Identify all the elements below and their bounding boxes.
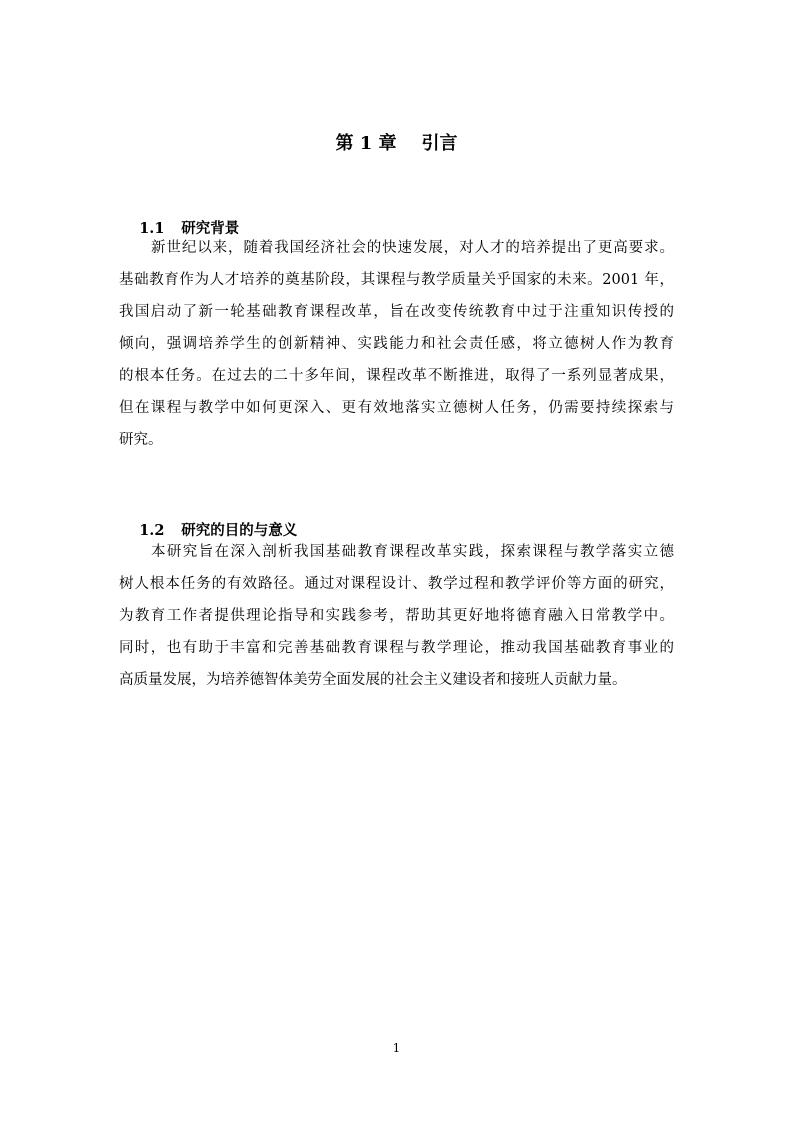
page-number: 1 [392,1041,401,1055]
paragraph-line: 倾向，强调培养学生的创新精神、实践能力和社会责任感，将立德树人作为教育 [119,336,674,352]
section-number: 1.1 [139,220,165,237]
paragraph-line: 基础教育作为人才培养的奠基阶段，其课程与教学质量关乎国家的未来。2001 年， [119,272,674,288]
paragraph-line: 研究。 [119,432,163,448]
paragraph-line: 新世纪以来，随着我国经济社会的快速发展，对人才的培养提出了更高要求。 [151,240,674,256]
chapter-title: 第 1 章 引言 [335,133,458,154]
paragraph-line: 我国启动了新一轮基础教育课程改革，旨在改变传统教育中过于注重知识传授的 [119,304,674,320]
paragraph-line: 但在课程与教学中如何更深入、更有效地落实立德树人任务，仍需要持续探索与 [119,400,674,416]
section-1-2-paragraph [119,536,674,696]
section-1-1-paragraph [119,232,674,456]
section-title: 研究背景 [181,220,240,237]
paragraph-line: 树人根本任务的有效路径。通过对课程设计、教学过程和教学评价等方面的研究， [119,576,674,592]
paragraph-line: 的根本任务。在过去的二十多年间，课程改革不断推进，取得了一系列显著成果， [119,368,674,384]
section-title: 研究的目的与意义 [181,522,298,539]
paragraph-line: 高质量发展，为培养德智体美劳全面发展的社会主义建设者和接班人贡献力量。 [119,672,627,688]
section-number: 1.2 [139,522,165,539]
paragraph-line: 本研究旨在深入剖析我国基础教育课程改革实践，探索课程与教学落实立德 [151,544,674,560]
paragraph-line: 同时，也有助于丰富和完善基础教育课程与教学理论，推动我国基础教育事业的 [119,640,674,656]
paragraph-line: 为教育工作者提供理论指导和实践参考，帮助其更好地将德育融入日常教学中。 [119,608,674,624]
